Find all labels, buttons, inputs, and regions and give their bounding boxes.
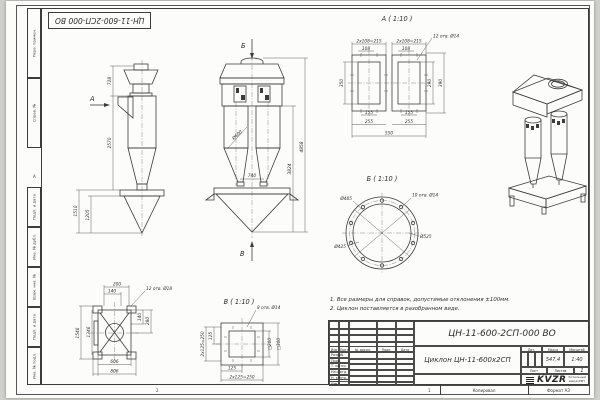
dim-label: □300	[277, 337, 282, 351]
title-block	[328, 320, 589, 385]
holes-callout: 12 отв. Ø18	[146, 287, 173, 292]
dim-label: Ø600	[231, 129, 244, 142]
holes-callout: 10 отв. Ø14	[412, 193, 439, 199]
dim-label: Ø525	[420, 235, 432, 240]
tb-header-list: Лист	[340, 348, 349, 352]
tb-scale-label: Масштаб	[564, 346, 590, 352]
dim-label: 2x108=215	[396, 39, 422, 45]
dim-label: 255	[404, 120, 414, 125]
view-title: А ( 1:10 )	[381, 15, 413, 23]
tb-sheets-value: 1	[574, 367, 590, 374]
format-label: Формат А3	[547, 388, 570, 393]
dim-label: 255	[364, 120, 374, 125]
front-view	[206, 39, 308, 261]
view-b	[333, 175, 438, 273]
view-title: В ( 1:10 )	[223, 298, 255, 306]
tb-row-label: Нач. отд.	[331, 370, 348, 375]
tb-mass-value: 547,4	[542, 352, 564, 367]
view-arrow-label: Б	[241, 42, 246, 50]
holes-callout: 8 отв. Ø14	[257, 306, 281, 311]
holes-callout: 12 отв. Ø14	[433, 34, 460, 40]
dim-label: 290	[428, 78, 433, 88]
view-a	[339, 15, 459, 138]
view-v	[200, 298, 282, 382]
tb-header-docum: № докум.	[349, 346, 377, 352]
margin-label: Перв. примен.	[31, 28, 37, 58]
tb-row-label: Разраб.	[329, 352, 349, 358]
view-arrow-label: А	[90, 95, 95, 103]
dim-label: □200	[268, 337, 273, 351]
dim-label: 4858	[300, 141, 305, 153]
view-title: Б ( 1:10 )	[366, 175, 398, 183]
dim-label: 728	[108, 76, 113, 86]
dim-label: 806	[110, 369, 119, 375]
margin-label: Инв. № дубл.	[31, 234, 37, 260]
dim-label: 140	[107, 289, 117, 295]
view-arrow-label: В	[240, 250, 245, 258]
dim-label: 1346	[87, 326, 92, 338]
dim-label: 350	[340, 78, 345, 88]
dim-label: 606	[110, 360, 119, 365]
margin-label: Подп. и дата	[31, 314, 37, 340]
dim-label: 550	[384, 131, 394, 137]
side-view	[73, 60, 164, 238]
tb-row-label: Утв.	[329, 381, 349, 387]
dim-label: 2x125=250	[201, 331, 206, 357]
dim-label: 1205	[86, 209, 91, 221]
dim-label: 140	[138, 312, 143, 322]
company-logo-text: KVZR	[537, 375, 567, 385]
note-line: 2. Циклон поставляется в разобранном виде.	[330, 306, 460, 312]
copy-label: Копировал	[472, 388, 496, 393]
dim-label: 108	[401, 47, 411, 52]
dim-label: 2x125=250	[229, 375, 255, 381]
company-emblem-icon	[525, 376, 535, 385]
tb-header-data: Дата	[396, 346, 414, 352]
tb-header-izm: Изм	[330, 348, 338, 352]
margin-label: Инв. № подл.	[31, 352, 37, 380]
tb-scale-value: 1:40	[564, 352, 590, 367]
tb-company-cell	[521, 374, 590, 386]
tb-doc-number: ЦН-11-600-2СП-000 ВО	[414, 321, 590, 346]
tb-row-label: Т. контр.	[329, 363, 349, 369]
stamp-doc-number: ЦН-11-600-2СП-000 ВО	[54, 16, 145, 25]
notes	[330, 296, 580, 314]
tb-row-label: Пров.	[329, 358, 349, 364]
tb-mass-label: Масса	[542, 346, 564, 352]
tb-sheets-label: Листов	[547, 367, 574, 374]
dim-label: Ø425	[334, 245, 346, 250]
zone-number: 1	[428, 388, 431, 393]
dim-label: 3824	[288, 163, 293, 175]
dim-label: 125	[227, 366, 237, 372]
tb-row-label: Н. контр.	[331, 375, 348, 380]
zone-marker: А	[33, 174, 36, 179]
dim-label: 280	[146, 316, 151, 326]
margin-label: Взам. инв. №	[31, 274, 37, 300]
tb-sheet-label: Лист	[521, 367, 547, 374]
dim-label: 108	[361, 47, 371, 52]
tb-lit-label: Лит.	[521, 346, 542, 352]
support-bottom-view	[75, 282, 172, 377]
dim-label: 390	[439, 78, 444, 88]
dim-label: 1546	[76, 327, 81, 339]
dim-label: 1510	[74, 205, 79, 217]
dim-label: 125	[209, 331, 214, 341]
zone-number: 2	[156, 388, 159, 393]
tb-header-podp: Подп.	[377, 346, 396, 352]
dim-label: 2570	[108, 137, 113, 149]
tb-part-name: Циклон ЦН-11-600х2СП	[414, 346, 521, 374]
margin-label: Подп. и дата	[31, 194, 37, 220]
margin-label: Справ. №	[31, 103, 37, 123]
dim-label: 155	[364, 111, 374, 116]
company-name: Котельный завод РЭП	[568, 375, 586, 383]
dim-label: Ø485	[340, 197, 352, 202]
note-line: 1. Все размеры для справок, допустимые отклонения ±100мм.	[330, 297, 511, 303]
dim-label: 2x108=215	[356, 39, 382, 45]
dim-label: 740	[247, 174, 257, 179]
isometric-view	[509, 75, 586, 214]
dim-label: 200	[112, 282, 122, 288]
dim-label: 155	[404, 111, 414, 116]
